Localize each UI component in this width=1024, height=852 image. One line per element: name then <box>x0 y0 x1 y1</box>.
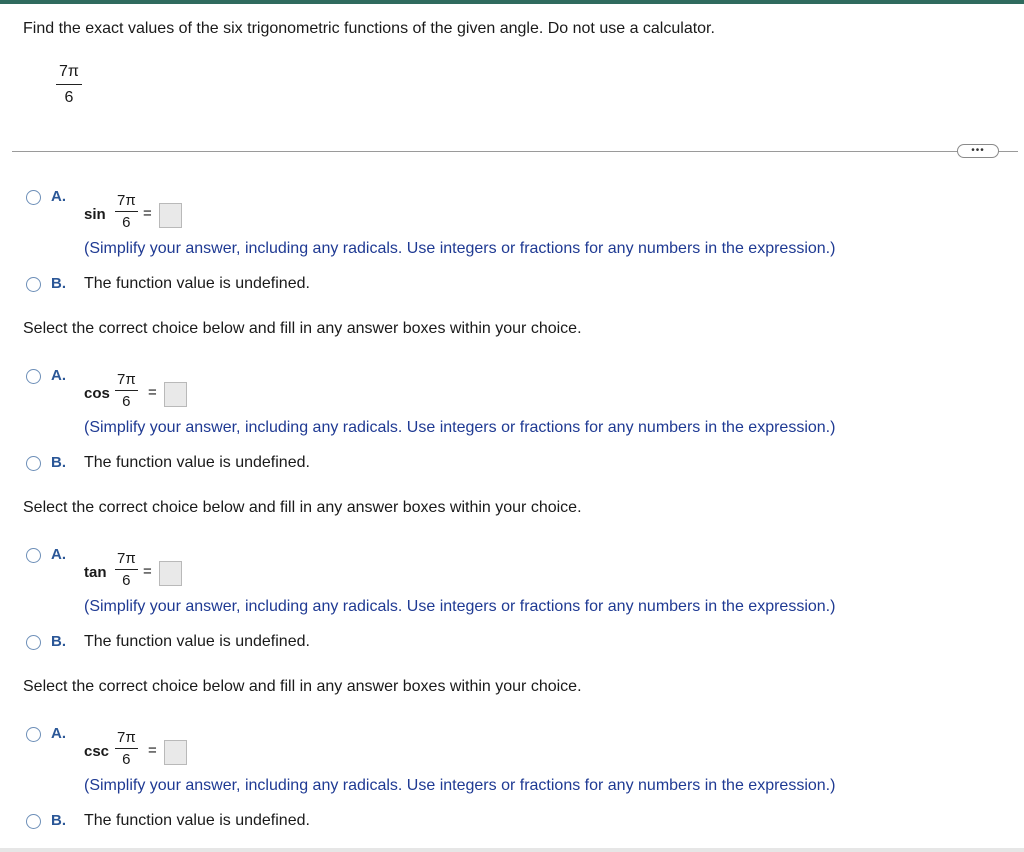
given-angle-denominator: 6 <box>64 89 74 106</box>
prompt-text: Select the correct choice below and fill in any answer boxes within your choice. <box>23 320 582 337</box>
option-b-label: B. <box>51 633 66 650</box>
hint-text: (Simplify your answer, including any radicals. Use integers or fractions for any numbers in the expression.) <box>84 598 836 615</box>
angle-fraction <box>115 372 138 409</box>
bottom-bar <box>0 848 1024 852</box>
option-b-text: The function value is undefined. <box>84 454 310 471</box>
option-a-label: A. <box>51 367 66 384</box>
fraction-denominator: 6 <box>122 751 131 768</box>
hint-text: (Simplify your answer, including any radicals. Use integers or fractions for any numbers in the expression.) <box>84 419 836 436</box>
option-a-radio[interactable] <box>26 190 41 205</box>
option-a-radio[interactable] <box>26 369 41 384</box>
option-b-radio[interactable] <box>26 814 41 829</box>
angle-fraction <box>115 730 138 767</box>
option-b-label: B. <box>51 812 66 829</box>
prompt-text: Select the correct choice below and fill in any answer boxes within your choice. <box>23 678 582 695</box>
option-b-text: The function value is undefined. <box>84 275 310 292</box>
option-b-label: B. <box>51 275 66 292</box>
equals-sign: = <box>143 205 152 222</box>
option-a-radio[interactable] <box>26 548 41 563</box>
option-a-radio[interactable] <box>26 727 41 742</box>
answer-input[interactable] <box>159 561 182 586</box>
answer-input[interactable] <box>164 382 187 407</box>
function-name: sin <box>84 206 106 223</box>
fraction-denominator: 6 <box>122 572 131 589</box>
hint-text: (Simplify your answer, including any radicals. Use integers or fractions for any numbers in the expression.) <box>84 777 836 794</box>
function-name: tan <box>84 564 107 581</box>
option-b-text: The function value is undefined. <box>84 633 310 650</box>
fraction-denominator: 6 <box>122 214 131 231</box>
angle-fraction <box>115 551 138 588</box>
prompt-text: Select the correct choice below and fill in any answer boxes within your choice. <box>23 499 582 516</box>
answer-input[interactable] <box>159 203 182 228</box>
hint-text: (Simplify your answer, including any radicals. Use integers or fractions for any numbers in the expression.) <box>84 240 836 257</box>
fraction-numerator: 7π <box>115 551 138 570</box>
given-angle <box>56 64 82 106</box>
function-name: csc <box>84 743 110 760</box>
option-b-radio[interactable] <box>26 277 41 292</box>
question-text: Find the exact values of the six trigonometric functions of the given angle. Do not use a calculator. <box>23 20 715 37</box>
option-a-label: A. <box>51 188 66 205</box>
fraction-numerator: 7π <box>115 730 138 749</box>
angle-fraction <box>115 193 138 230</box>
fraction-numerator: 7π <box>115 193 138 212</box>
equals-sign: = <box>148 384 157 401</box>
option-b-radio[interactable] <box>26 635 41 650</box>
function-name: cos <box>84 385 110 402</box>
fraction-numerator: 7π <box>115 372 138 391</box>
given-angle-numerator: 7π <box>56 64 82 85</box>
top-accent-bar <box>0 0 1024 4</box>
answer-input[interactable] <box>164 740 187 765</box>
option-a-label: A. <box>51 546 66 563</box>
equals-sign: = <box>148 742 157 759</box>
option-a-label: A. <box>51 725 66 742</box>
more-options-button[interactable]: ••• <box>957 144 999 158</box>
fraction-denominator: 6 <box>122 393 131 410</box>
option-b-text: The function value is undefined. <box>84 812 310 829</box>
equals-sign: = <box>143 563 152 580</box>
option-b-label: B. <box>51 454 66 471</box>
divider <box>12 151 1018 152</box>
option-b-radio[interactable] <box>26 456 41 471</box>
